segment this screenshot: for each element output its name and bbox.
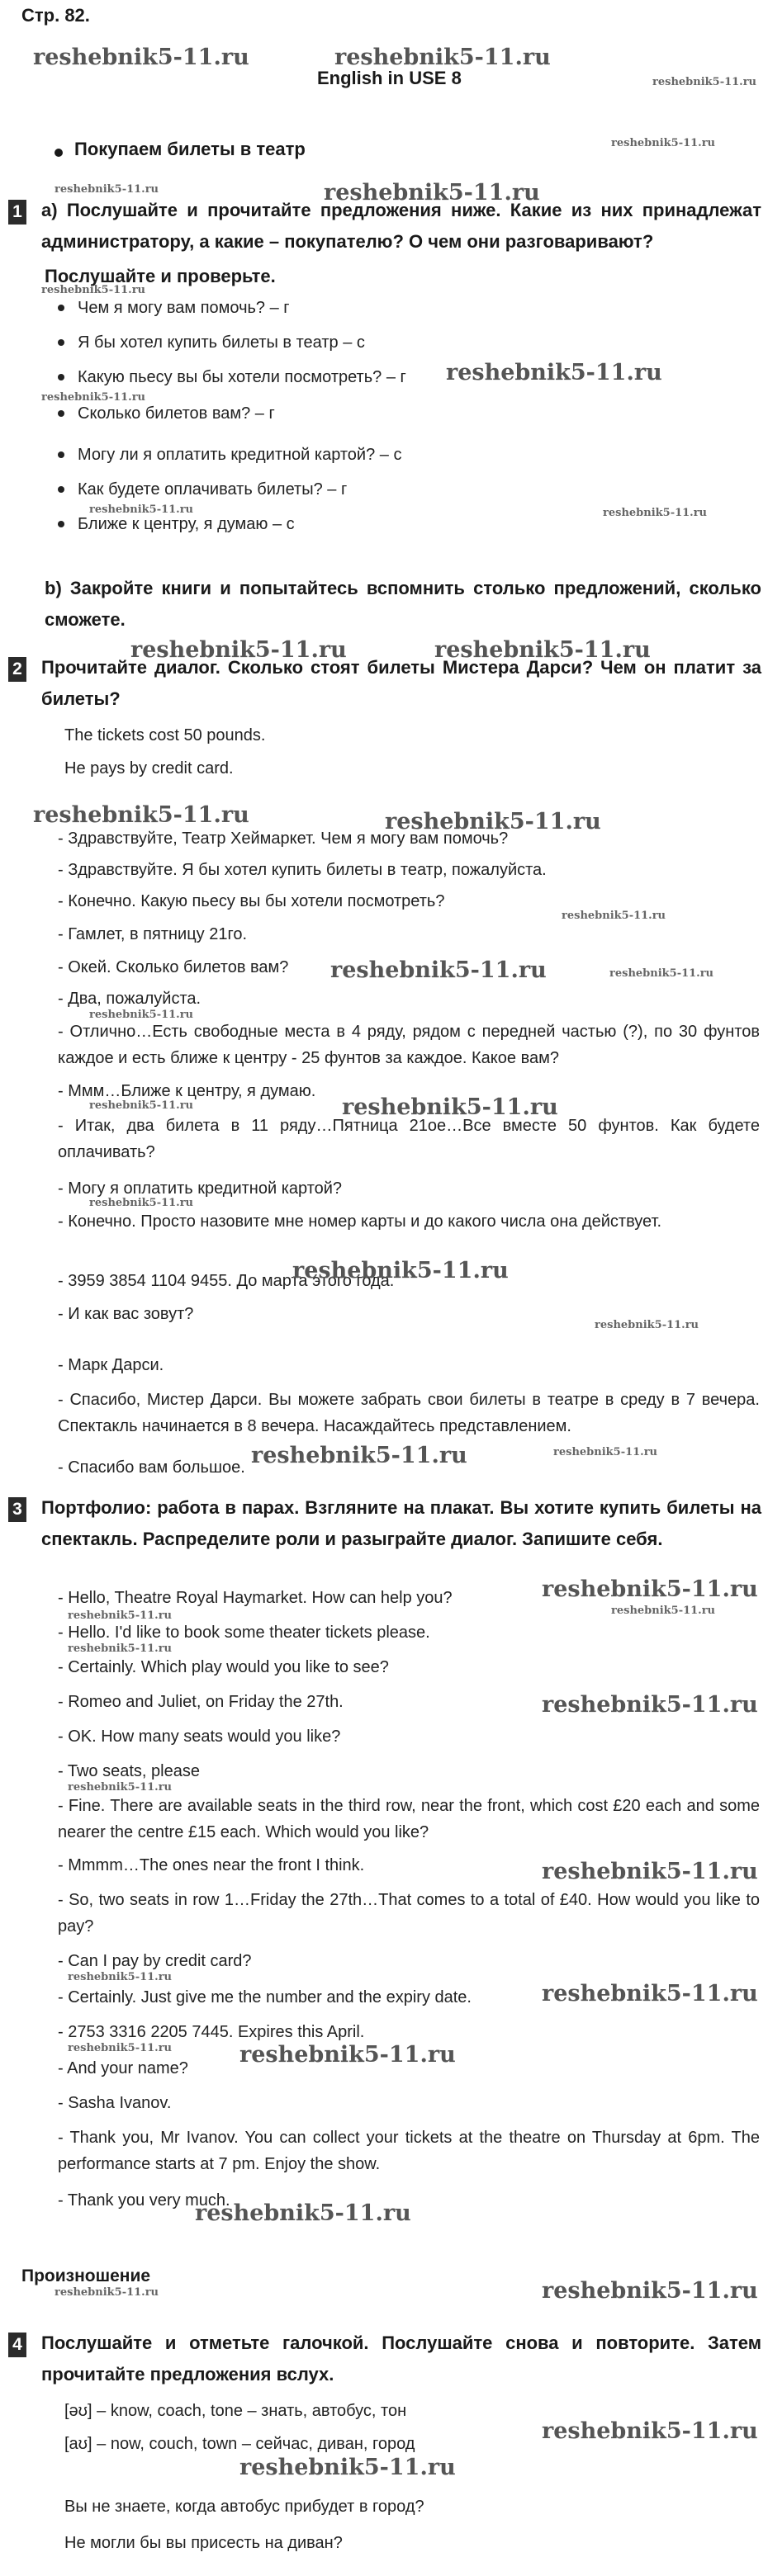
phonetic-line: [əʊ] – know, coach, tone – знать, автобус, тон bbox=[64, 2402, 407, 2420]
watermark: reshebnik5-11.ru bbox=[385, 809, 601, 834]
watermark: reshebnik5-11.ru bbox=[68, 2042, 173, 2054]
dialog-line: - Спасибо, Мистер Дарси. Вы можете забрать свои билеты в театре в среду в 7 вечера. Спектакль начинается в 8 вечера. Насаждайтесь представлением. bbox=[58, 1391, 760, 1435]
dialog-line: - Romeo and Juliet, on Friday the 27th. bbox=[58, 1693, 344, 1711]
bullet-icon bbox=[58, 305, 64, 311]
dialog-line: - Ммм…Ближе к центру, я думаю. bbox=[58, 1082, 316, 1100]
dialog-line: - Отлично…Есть свободные места в 4 ряду, рядом с передней частью (?), по 30 фунтов каждое и есть ближе к центру - 25 фунтов за каждое. Какое вам? bbox=[58, 1023, 760, 1067]
watermark: reshebnik5-11.ru bbox=[251, 1443, 467, 1468]
bullet-icon bbox=[58, 339, 64, 346]
sentence-line: Не могли бы вы присесть на диван? bbox=[64, 2534, 343, 2552]
dialog-line: - Hello, Theatre Royal Haymarket. How can help you? bbox=[58, 1589, 453, 1607]
dialog-line: - Fine. There are available seats in the third row, near the front, which cost £20 each and some nearer the centre £15 each. Which would you like? bbox=[58, 1797, 760, 1841]
watermark: reshebnik5-11.ru bbox=[342, 1094, 558, 1120]
dialog-line: - 3959 3854 1104 9455. До марта этого года. bbox=[58, 1272, 395, 1290]
exercise-2-task: Прочитайте диалог. Сколько стоят билеты Мистера Дарси? Чем он платит за билеты? bbox=[41, 657, 761, 709]
dialog-line: - Mmmm…The ones near the front I think. bbox=[58, 1856, 365, 1874]
watermark: reshebnik5-11.ru bbox=[542, 2278, 758, 2304]
dialog-line: - Марк Дарси. bbox=[58, 1356, 164, 1374]
book-title: English in USE 8 bbox=[317, 68, 462, 88]
exercise-1-listen: Послушайте и проверьте. bbox=[45, 266, 276, 286]
watermark: reshebnik5-11.ru bbox=[68, 1609, 173, 1622]
watermark: reshebnik5-11.ru bbox=[89, 1099, 194, 1112]
dialog-line: - Sasha Ivanov. bbox=[58, 2094, 172, 2112]
watermark: reshebnik5-11.ru bbox=[652, 76, 757, 88]
bullet-icon bbox=[58, 451, 64, 458]
dialog-line: - Thank you very much. bbox=[58, 2191, 230, 2210]
exercise-number: 3 bbox=[8, 1497, 26, 1522]
list-item: Какую пьесу вы бы хотели посмотреть? – г bbox=[78, 368, 406, 387]
watermark: reshebnik5-11.ru bbox=[55, 183, 159, 196]
watermark: reshebnik5-11.ru bbox=[33, 802, 249, 828]
dialog-line: - Спасибо вам большое. bbox=[58, 1458, 245, 1477]
watermark: reshebnik5-11.ru bbox=[239, 2042, 456, 2068]
watermark: reshebnik5-11.ru bbox=[611, 1605, 716, 1617]
watermark: reshebnik5-11.ru bbox=[68, 1642, 173, 1655]
answer-text: He pays by credit card. bbox=[64, 759, 234, 778]
list-item: Сколько билетов вам? – г bbox=[78, 404, 275, 423]
topic-title: Покупаем билеты в театр bbox=[74, 139, 306, 159]
watermark: reshebnik5-11.ru bbox=[195, 2200, 411, 2226]
watermark: reshebnik5-11.ru bbox=[603, 507, 708, 519]
answer-text: The tickets cost 50 pounds. bbox=[64, 726, 266, 744]
list-item: Ближе к центру, я думаю – с bbox=[78, 515, 295, 534]
exercise-3-task: Портфолио: работа в парах. Взгляните на плакат. Вы хотите купить билеты на спектакль. Распределите роли и разыграйте диалог. Запишите себя. bbox=[41, 1497, 761, 1549]
dialog-line: - Two seats, please bbox=[58, 1762, 200, 1780]
dialog-line: - И как вас зовут? bbox=[58, 1305, 194, 1323]
exercise-4-task: Послушайте и отметьте галочкой. Послушайте снова и повторите. Затем прочитайте предложения вслух. bbox=[41, 2333, 761, 2385]
bullet-icon bbox=[58, 374, 64, 380]
watermark: reshebnik5-11.ru bbox=[41, 391, 146, 404]
page-label: Стр. 82. bbox=[21, 5, 90, 26]
dialog-line: - Can I pay by credit card? bbox=[58, 1952, 252, 1970]
watermark: reshebnik5-11.ru bbox=[89, 1197, 194, 1209]
dialog-line: - Конечно. Какую пьесу вы бы хотели посмотреть? bbox=[58, 892, 445, 910]
watermark: reshebnik5-11.ru bbox=[542, 1692, 758, 1718]
watermark: reshebnik5-11.ru bbox=[41, 284, 146, 296]
dialog-line: - Certainly. Just give me the number and the expiry date. bbox=[58, 1988, 472, 2006]
watermark: reshebnik5-11.ru bbox=[89, 503, 194, 516]
exercise-1-task-b: b) Закройте книги и попытайтесь вспомнить столько предложений, сколько сможете. bbox=[45, 578, 761, 630]
exercise-number: 2 bbox=[8, 657, 26, 682]
watermark: reshebnik5-11.ru bbox=[542, 1859, 758, 1884]
dialog-line: - Здравствуйте. Я бы хотел купить билеты в театр, пожалуйста. bbox=[58, 861, 547, 879]
watermark: reshebnik5-11.ru bbox=[89, 1009, 194, 1021]
bullet-icon bbox=[58, 410, 64, 417]
list-item: Чем я могу вам помочь? – г bbox=[78, 299, 290, 318]
dialog-line: - Два, пожалуйста. bbox=[58, 990, 201, 1008]
exercise-number: 1 bbox=[8, 200, 26, 225]
dialog-line: - Конечно. Просто назовите мне номер карты и до какого числа она действует. bbox=[58, 1212, 661, 1231]
bullet-icon bbox=[58, 486, 64, 493]
watermark: reshebnik5-11.ru bbox=[542, 1576, 758, 1602]
list-item: Как будете оплачивать билеты? – г bbox=[78, 480, 347, 499]
bullet-icon bbox=[55, 149, 63, 157]
watermark: reshebnik5-11.ru bbox=[68, 1781, 173, 1794]
watermark: reshebnik5-11.ru bbox=[334, 45, 551, 70]
dialog-line: - Здравствуйте, Театр Хеймаркет. Чем я могу вам помочь? bbox=[58, 830, 509, 848]
dialog-line: - 2753 3316 2205 7445. Expires this April. bbox=[58, 2023, 365, 2041]
watermark: reshebnik5-11.ru bbox=[130, 637, 347, 663]
dialog-line: - And your name? bbox=[58, 2059, 188, 2077]
watermark: reshebnik5-11.ru bbox=[324, 180, 540, 206]
watermark: reshebnik5-11.ru bbox=[330, 957, 547, 983]
watermark: reshebnik5-11.ru bbox=[611, 137, 716, 149]
watermark: reshebnik5-11.ru bbox=[609, 967, 714, 980]
watermark: reshebnik5-11.ru bbox=[434, 637, 651, 663]
phonetic-line: [aʊ] – now, couch, town – сейчас, диван, город bbox=[64, 2435, 415, 2453]
section-heading: Произношение bbox=[21, 2266, 151, 2285]
watermark: reshebnik5-11.ru bbox=[33, 45, 249, 70]
dialog-line: - So, two seats in row 1…Friday the 27th…That comes to a total of £40. How would you like to pay? bbox=[58, 1891, 760, 1936]
watermark: reshebnik5-11.ru bbox=[68, 1971, 173, 1983]
watermark: reshebnik5-11.ru bbox=[55, 2286, 159, 2299]
watermark: reshebnik5-11.ru bbox=[553, 1446, 658, 1458]
watermark: reshebnik5-11.ru bbox=[542, 2418, 758, 2444]
dialog-line: - OK. How many seats would you like? bbox=[58, 1728, 341, 1746]
watermark: reshebnik5-11.ru bbox=[595, 1319, 699, 1331]
exercise-1-task-a: a) Послушайте и прочитайте предложения ниже. Какие из них принадлежат администратору, а какие – покупателю? О чем они разговаривают? bbox=[41, 200, 761, 252]
list-item: Могу ли я оплатить кредитной картой? – с bbox=[78, 446, 401, 465]
watermark: reshebnik5-11.ru bbox=[562, 910, 666, 922]
dialog-line: - Thank you, Mr Ivanov. You can collect your tickets at the theatre on Thursday at 6pm. The performance starts at 7 pm. Enjoy the show. bbox=[58, 2129, 760, 2173]
dialog-line: - Certainly. Which play would you like to see? bbox=[58, 1658, 389, 1676]
dialog-line: - Могу я оплатить кредитной картой? bbox=[58, 1179, 343, 1198]
dialog-line: - Окей. Сколько билетов вам? bbox=[58, 958, 289, 976]
watermark: reshebnik5-11.ru bbox=[446, 360, 662, 385]
watermark: reshebnik5-11.ru bbox=[292, 1258, 509, 1283]
dialog-line: - Итак, два билета в 11 ряду…Пятница 21ое…Все вместе 50 фунтов. Как будете оплачивать? bbox=[58, 1117, 760, 1161]
sentence-line: Вы не знаете, когда автобус прибудет в город? bbox=[64, 2498, 424, 2516]
bullet-icon bbox=[58, 521, 64, 527]
dialog-line: - Hello. I'd like to book some theater tickets please. bbox=[58, 1624, 430, 1642]
exercise-number: 4 bbox=[8, 2333, 26, 2357]
watermark: reshebnik5-11.ru bbox=[542, 1981, 758, 2006]
list-item: Я бы хотел купить билеты в театр – с bbox=[78, 333, 365, 352]
dialog-line: - Гамлет, в пятницу 21го. bbox=[58, 925, 247, 943]
watermark: reshebnik5-11.ru bbox=[239, 2455, 456, 2480]
